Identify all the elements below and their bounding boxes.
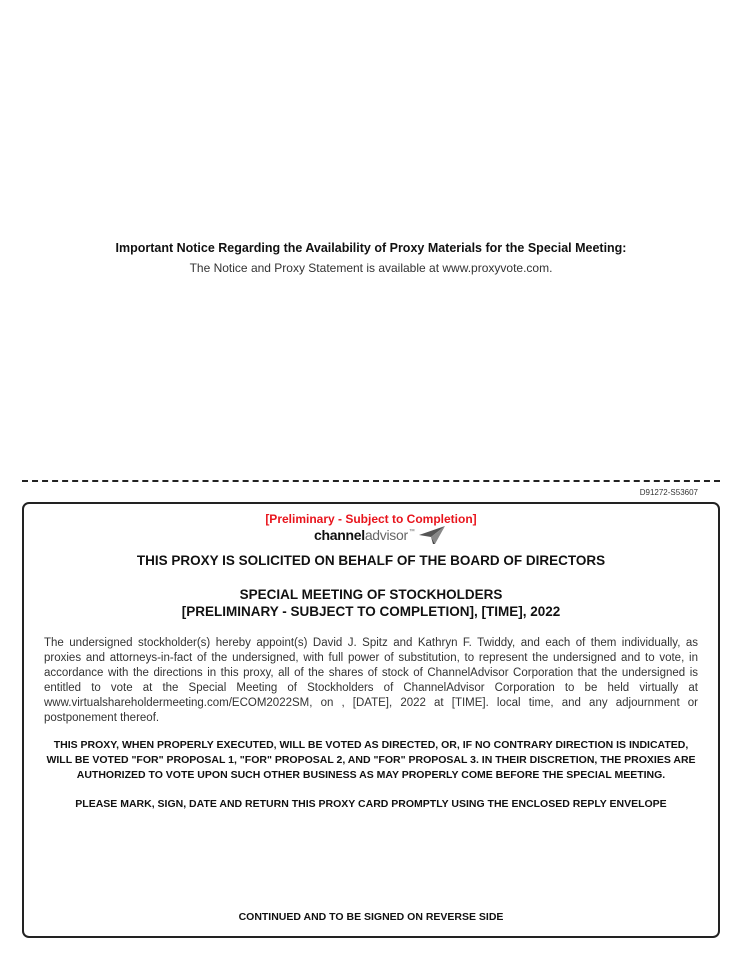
- solicitation-heading: THIS PROXY IS SOLICITED ON BEHALF OF THE BOARD OF DIRECTORS: [136, 553, 606, 568]
- voting-instructions-paragraph: THIS PROXY, WHEN PROPERLY EXECUTED, WILL BE VOTED AS DIRECTED, OR, IF NO CONTRARY DIRECTION IS INDICATED, WILL BE VOTED "FOR" PROPOSAL 1, "FOR" PROPOSAL 2, AND "FOR" PROPOSAL 3. IN THEIR DISCRETION, THE PROXIES ARE AUTHORIZED TO VOTE UPON SUCH OTHER BUSINESS AS MAY PROPERLY COME BEFORE THE SPECIAL MEETING.: [46, 739, 696, 781]
- meeting-heading: SPECIAL MEETING OF STOCKHOLDERS: [239, 587, 503, 602]
- preliminary-label: [Preliminary - Subject to Completion]: [265, 512, 477, 526]
- continued-footer: CONTINUED AND TO BE SIGNED ON REVERSE SIDE: [238, 911, 504, 923]
- channeladvisor-logo: [314, 525, 445, 545]
- notice-title: Important Notice Regarding the Availability of Proxy Materials for the Special Meeting:: [115, 241, 627, 255]
- meeting-date-heading: [PRELIMINARY - SUBJECT TO COMPLETION], [TIME], 2022: [181, 604, 561, 619]
- notice-text: The Notice and Proxy Statement is available at www.proxyvote.com.: [189, 261, 553, 275]
- logo-text-channel: channel: [314, 527, 365, 543]
- logo-text-advisor: advisor: [364, 527, 408, 543]
- proxy-card: [22, 502, 720, 938]
- logo-trademark: ™: [408, 529, 415, 535]
- paper-plane-icon: [419, 526, 445, 544]
- appointment-paragraph: The undersigned stockholder(s) hereby appoint(s) David J. Spitz and Kathryn F. Twiddy, and each of them individually, as proxies and attorneys-in-fact of the undersigned, with full power of substitution, to represent the undersigned and to vote, in accordance with the directions in this proxy, all of the shares of stock of ChannelAdvisor Corporation that the undersigned is entitled to vote at the Special Meeting of Stockholders of ChannelAdvisor Corporation to be held virtually at www.virtualshareholdermeeting.com/ECOM2022SM, on , [DATE], 2022 at [TIME]. local time, and any adjournment or postponement thereof.: [44, 637, 698, 724]
- return-instructions: PLEASE MARK, SIGN, DATE AND RETURN THIS PROXY CARD PROMPTLY USING THE ENCLOSED REPLY ENVELOPE: [75, 798, 667, 810]
- cut-line-divider: [22, 480, 720, 482]
- document-code: D91272-S53607: [639, 488, 698, 497]
